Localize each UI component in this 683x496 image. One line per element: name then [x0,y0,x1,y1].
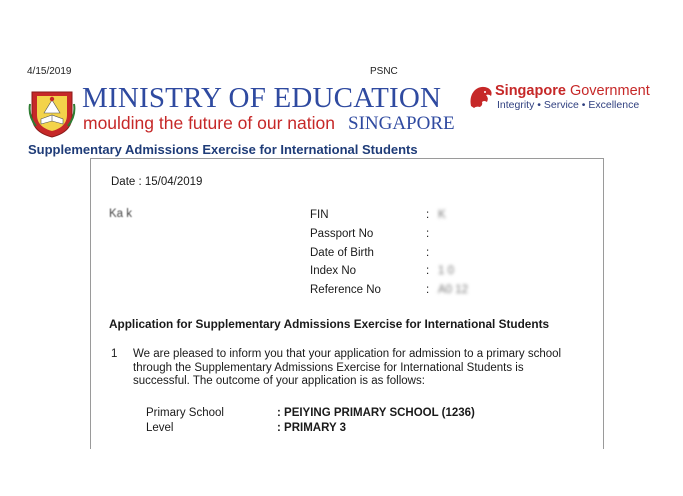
addressee-name: Ka k [109,208,133,220]
paragraph-number: 1 [111,348,118,360]
field-label: Index No [310,265,357,278]
moe-country: SINGAPORE [348,113,455,134]
field-value-redacted: A0 12 [438,284,469,297]
gov-tagline: Integrity • Service • Excellence [497,99,640,111]
field-value-redacted: 1 0 [438,265,454,278]
field-colon: : [426,265,430,278]
field-colon: : [426,227,430,240]
outcome-value: : PEIYING PRIMARY SCHOOL (1236) [277,407,475,419]
letter-panel [90,158,604,449]
paragraph-line: through the Supplementary Admissions Exercise for International Students is [133,361,524,374]
outcome-label: Level [146,422,174,434]
field-colon: : [426,209,430,221]
gov-name-light: Government [569,83,650,99]
section-title: Application for Supplementary Admissions Exercise for International Students [109,317,550,331]
moe-tagline: moulding the future of our nation [83,113,335,133]
outcome-value: : PRIMARY 3 [277,422,347,434]
field-label: Passport No [310,227,374,240]
gov-name-bold: Singapore [495,83,570,99]
field-label: FIN [310,209,329,221]
field-value-redacted: K [438,209,446,221]
gov-name [495,83,650,99]
moe-crest-icon [28,86,76,138]
moe-title: MINISTRY OF EDUCATION [82,82,442,114]
print-title: PSNC [370,66,398,77]
field-colon: : [426,284,430,297]
paragraph-line: We are pleased to inform you that your application for admission to a primary school [133,348,562,360]
singapore-lion-icon [468,84,494,110]
print-date: 4/15/2019 [27,66,72,77]
paragraph-line: successful. The outcome of your application is as follows: [133,375,425,387]
field-label: Date of Birth [310,246,374,259]
outcome-label: Primary School [146,407,224,419]
paragraph-text [133,348,593,389]
exercise-heading: Supplementary Admissions Exercise for International Students [28,142,418,157]
field-label: Reference No [310,284,381,297]
field-colon: : [426,246,430,259]
letter-date: Date : 15/04/2019 [111,176,203,188]
